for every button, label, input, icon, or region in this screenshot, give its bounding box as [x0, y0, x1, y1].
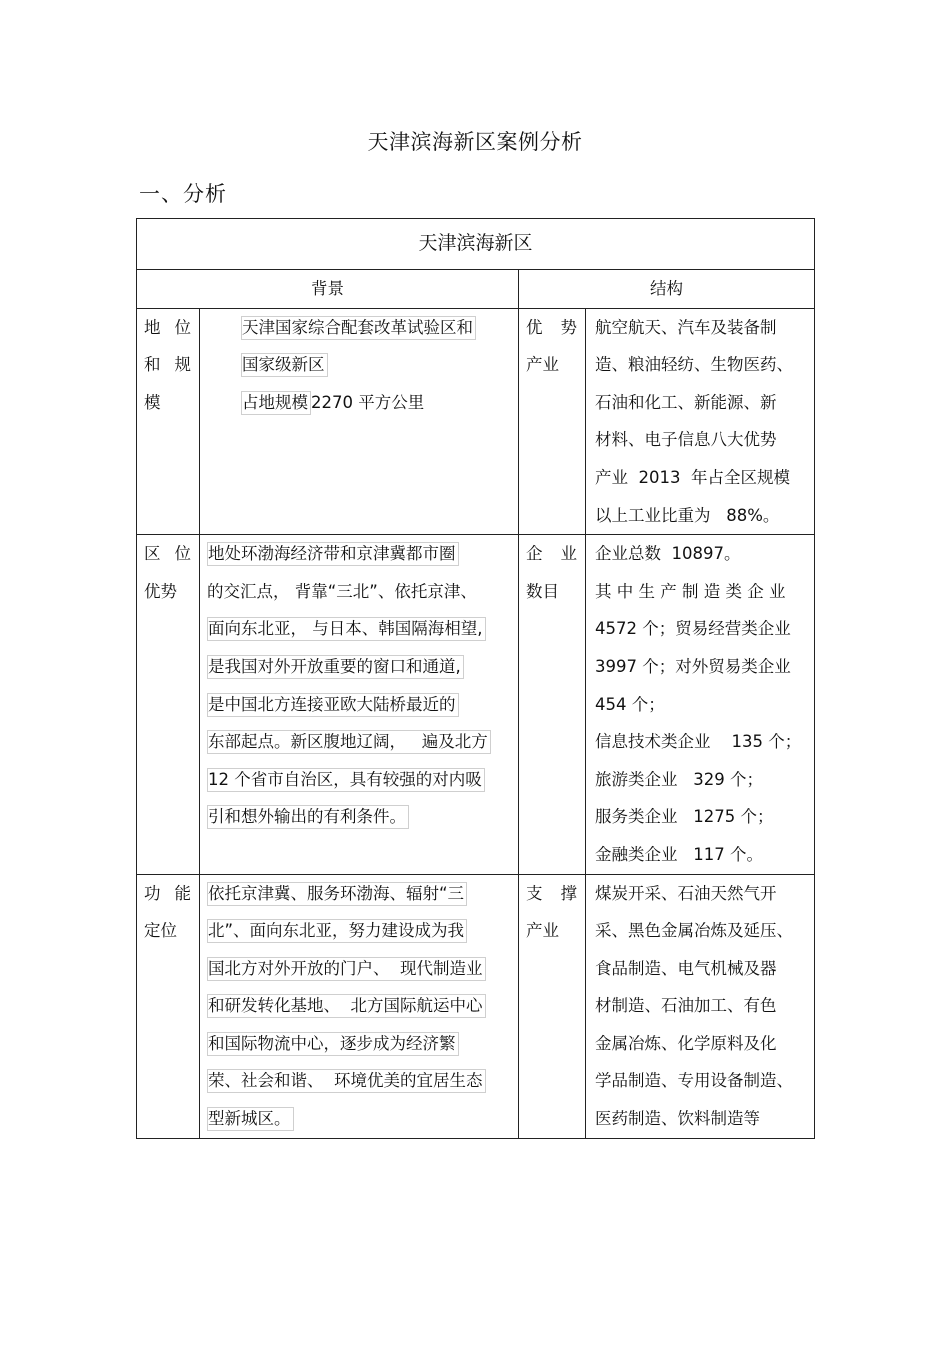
table-caption: 天津滨海新区 [137, 219, 815, 270]
text-line: 占地规模 [241, 391, 311, 415]
text-line: 北”、面向东北亚，努力建设成为我 [207, 919, 467, 943]
text-line: 荣、社会和谐、 环境优美的宜居生态 [207, 1069, 486, 1093]
table-row [137, 535, 815, 874]
text-line: 以上工业比重为 88%。 [595, 505, 780, 525]
text-line: 金融类企业 117 个。 [595, 844, 763, 864]
text-line: 454 个； [595, 694, 665, 714]
text-line: 3997 个；对外贸易类企业 [595, 656, 791, 676]
table-header-row [137, 270, 815, 309]
text-line: 材制造、石油加工、有色 [595, 996, 777, 1016]
text-line: 东部起点。新区腹地辽阔， 遍及北方 [207, 730, 491, 754]
text-line: 地处环渤海经济带和京津冀都市圈 [207, 542, 459, 566]
row-label-location-advantage [137, 535, 200, 874]
text-line: 企业总数 10897。 [595, 544, 741, 564]
document-title: 天津滨海新区案例分析 [367, 130, 583, 154]
label-line: 功 能 [144, 883, 191, 903]
label-line: 和 规 [144, 355, 191, 375]
background-position-scale [200, 308, 519, 535]
label-line: 优势 [144, 581, 177, 601]
table-row [137, 308, 815, 535]
text-line: 4572 个；贸易经营类企业 [595, 619, 791, 639]
text-line-suffix: 2270 平方公里 [311, 392, 425, 412]
header-structure: 结构 [519, 270, 815, 309]
row-label-supporting-industry [519, 874, 586, 1138]
label-line: 数目 [526, 581, 559, 601]
text-line: 食品制造、电气机械及器 [595, 958, 777, 978]
text-line: 其 中 生 产 制 造 类 企 业 [595, 581, 786, 601]
label-line: 企 业 [526, 544, 577, 564]
analysis-table [136, 218, 815, 1139]
background-location-advantage [200, 535, 519, 874]
text-line: 依托京津冀、服务环渤海、辐射“三 [207, 882, 467, 906]
text-line: 煤炭开采、石油天然气开 [595, 883, 777, 903]
structure-enterprise-count [586, 535, 815, 874]
text-line: 天津国家综合配套改革试验区和 [241, 316, 476, 340]
text-line: 面向东北亚， 与日本、韩国隔海相望, [207, 617, 486, 641]
label-line: 地 位 [144, 317, 191, 337]
table-caption-row [137, 219, 815, 270]
text-line: 的交汇点， 背靠“三北”、依托京津、 [207, 581, 477, 601]
text-line: 信息技术类企业 135 个； [595, 732, 802, 752]
label-line: 定位 [144, 921, 177, 941]
label-line: 模 [144, 392, 161, 412]
text-line: 引和想外输出的有利条件。 [207, 805, 409, 829]
structure-advantage-industry [586, 308, 815, 535]
label-line: 产业 [526, 921, 559, 941]
label-line: 区 位 [144, 544, 191, 564]
row-label-position-scale [137, 308, 200, 535]
text-line: 石油和化工、新能源、新 [595, 392, 777, 412]
text-line: 金属冶炼、化学原料及化 [595, 1033, 777, 1053]
text-line: 服务类企业 1275 个； [595, 807, 774, 827]
background-function-positioning [200, 874, 519, 1138]
label-line: 支 撑 [526, 883, 577, 903]
text-line: 航空航天、汽车及装备制 [595, 317, 777, 337]
table-row [137, 874, 815, 1138]
text-line: 造、粮油轻纺、生物医药、 [595, 355, 793, 375]
text-line: 产业 2013 年占全区规模 [595, 467, 790, 487]
label-line: 优 势 [526, 317, 577, 337]
header-background: 背景 [137, 270, 519, 309]
text-line: 和国际物流中心，逐步成为经济繁 [207, 1032, 459, 1056]
text-line: 学品制造、专用设备制造、 [595, 1071, 793, 1091]
row-label-function-positioning [137, 874, 200, 1138]
text-line: 国北方对外开放的门户、 现代制造业 [207, 957, 486, 981]
text-line: 和研发转化基地、 北方国际航运中心 [207, 994, 486, 1018]
text-line: 国家级新区 [241, 353, 328, 377]
text-line: 12 个省市自治区，具有较强的对内吸 [207, 768, 485, 792]
text-line: 旅游类企业 329 个； [595, 769, 763, 789]
row-label-advantage-industry [519, 308, 586, 535]
text-line: 是中国北方连接亚欧大陆桥最近的 [207, 693, 459, 717]
text-line: 采、黑色金属冶炼及延压、 [595, 921, 793, 941]
text-line: 型新城区。 [207, 1107, 294, 1131]
text-line: 材料、电子信息八大优势 [595, 430, 777, 450]
section-heading: 一、分析 [139, 182, 227, 206]
text-line: 是我国对外开放重要的窗口和通道, [207, 655, 464, 679]
row-label-enterprise-count [519, 535, 586, 874]
structure-supporting-industry [586, 874, 815, 1138]
text-line: 医药制造、饮料制造等 [595, 1109, 760, 1129]
label-line: 产业 [526, 355, 559, 375]
